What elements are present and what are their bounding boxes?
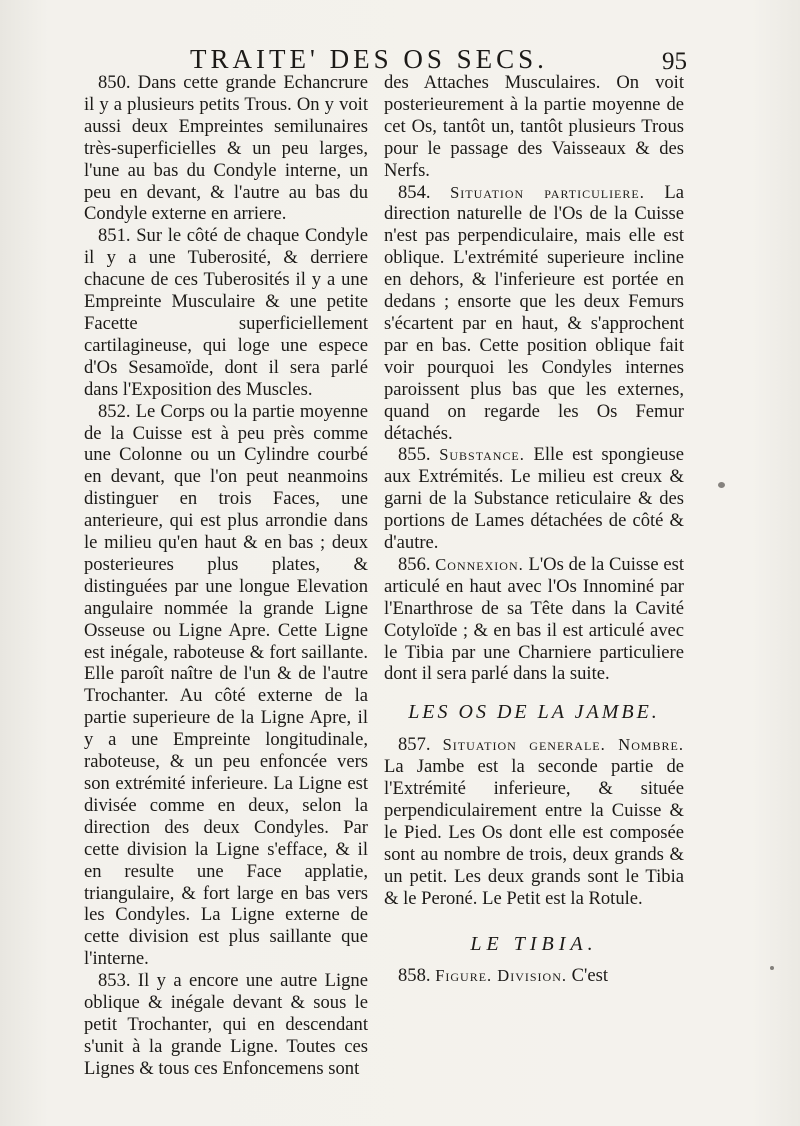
paragraph-text: L'Os de la Cuisse est articulé en haut avec l'Os Innominé par l'Enarthrose de sa Tête dans la Cavité Cotyloïde ; & en bas il est articulé avec le Tibia par une Charniere particuliere dont il sera parlé dans la suite. [384, 553, 684, 685]
paragraph-heading: Figure. Division. [435, 966, 567, 986]
left-column [84, 72, 368, 1080]
paragraph-number: 858. [398, 965, 431, 987]
right-column [384, 72, 684, 987]
paragraph-text: Elle est spongieuse aux Extrémités. Le milieu est creux & garni de la Substance reticulaire & des portions de Lames détachées de côté & d'autre. [384, 444, 684, 554]
paragraph-heading: Connexion. [435, 554, 524, 574]
paragraph-850: 850. Dans cette grande Echancrure il y a plusieurs petits Trous. On y voit aussi deux Empreintes semilunaires très-superficielles & un peu larges, l'une au bas du Condyle interne, un peu en devant, & l'autre au bas du Condyle externe en arriere. [84, 72, 368, 225]
paragraph-858 [384, 965, 684, 987]
paragraph-heading: Situation generale. Nombre. [442, 735, 684, 755]
paragraph-853: 853. Il y a encore une autre Ligne oblique & inégale devant & sous le petit Trochanter, qui en descendant s'unit à la grande Ligne. Toutes ces Lignes & tous ces Enfoncemens sont [84, 970, 368, 1079]
paragraph-855 [384, 444, 684, 554]
paragraph-number: 854. [398, 181, 431, 203]
paragraph-text: La direction naturelle de l'Os de la Cuisse n'est pas perpendiculaire, mais elle est oblique. L'extrémité superieure incline en dehors, & l'inferieure est portée en dedans ; ensorte que les deux Femurs s'écartent par en haut, & s'approchent par en bas. Cette position oblique fait voir pourquoi les Condyles internes paroissent plus bas que les externes, quand on regarde les Os Femur détachés. [384, 181, 684, 444]
paragraph-text: La Jambe est la seconde partie de l'Extrémité inferieure, & située perpendiculairement entre la Cuisse & le Pied. Les Os dont elle est composée sont au nombre de trois, deux grands & un petit. Les deux grands sont le Tibia & le Peroné. Le Petit est la Rotule. [384, 756, 684, 909]
section-title-tibia: LE TIBIA. [470, 932, 598, 955]
ink-speck [770, 966, 774, 970]
paragraph-number: 856. [398, 553, 431, 575]
section-title-jambe: LES OS DE LA JAMBE. [408, 701, 660, 724]
page-number: 95 [662, 48, 687, 75]
paragraph-number: 855. [398, 444, 431, 466]
paragraph-continuation: des Attaches Musculaires. On voit posterieurement à la partie moyenne de cet Os, tantôt un, tantôt plusieurs Trous pour le passage des Vaisseaux & des Nerfs. [384, 72, 684, 181]
paragraph-852: 852. Le Corps ou la partie moyenne de la Cuisse est à peu près comme une Colonne ou un Cylindre courbé en devant, que l'on peut neanmoins distinguer en trois Faces, une anterieure, qui est plus arrondie dans le milieu qu'en haut & en bas ; deux posterieures plus plates, & distinguées par une longue Elevation angulaire nommée la grande Ligne Osseuse ou Ligne Apre. Cette Ligne est inégale, raboteuse & fort saillante. Elle paroît naître de l'un & de l'autre Trochanter. Au côté externe de la partie superieure de la Ligne Apre, il y a une Empreinte longitudinale, raboteuse, & un peu enfoncée vers son extrémité inferieure. La Ligne est divisée comme en deux, selon la direction des deux Condyles. Par cette division la Ligne s'efface, & il en resulte une Face applatie, triangulaire, & fort large en bas vers les Condyles. La Ligne externe de cette division est plus saillante que l'interne. [84, 400, 368, 970]
paragraph-854 [384, 182, 684, 445]
paragraph-heading: Substance. [439, 445, 525, 465]
paragraph-heading: Situation particuliere. [450, 182, 645, 202]
paragraph-851: 851. Sur le côté de chaque Condyle il y a une Tuberosité, & derriere chacune de ces Tuberosités il y a une Empreinte Musculaire & une petite Facette superficiellement cartilagineuse, qui loge une espece d'Os Sesamoïde, dont il sera parlé dans l'Exposition des Muscles. [84, 225, 368, 400]
ink-speck [718, 482, 725, 488]
running-title: TRAITE' DES OS SECS. [190, 44, 548, 74]
paragraph-857 [384, 734, 684, 909]
paragraph-text: C'est [571, 965, 609, 987]
paragraph-856 [384, 554, 684, 685]
paragraph-number: 857. [398, 734, 431, 756]
